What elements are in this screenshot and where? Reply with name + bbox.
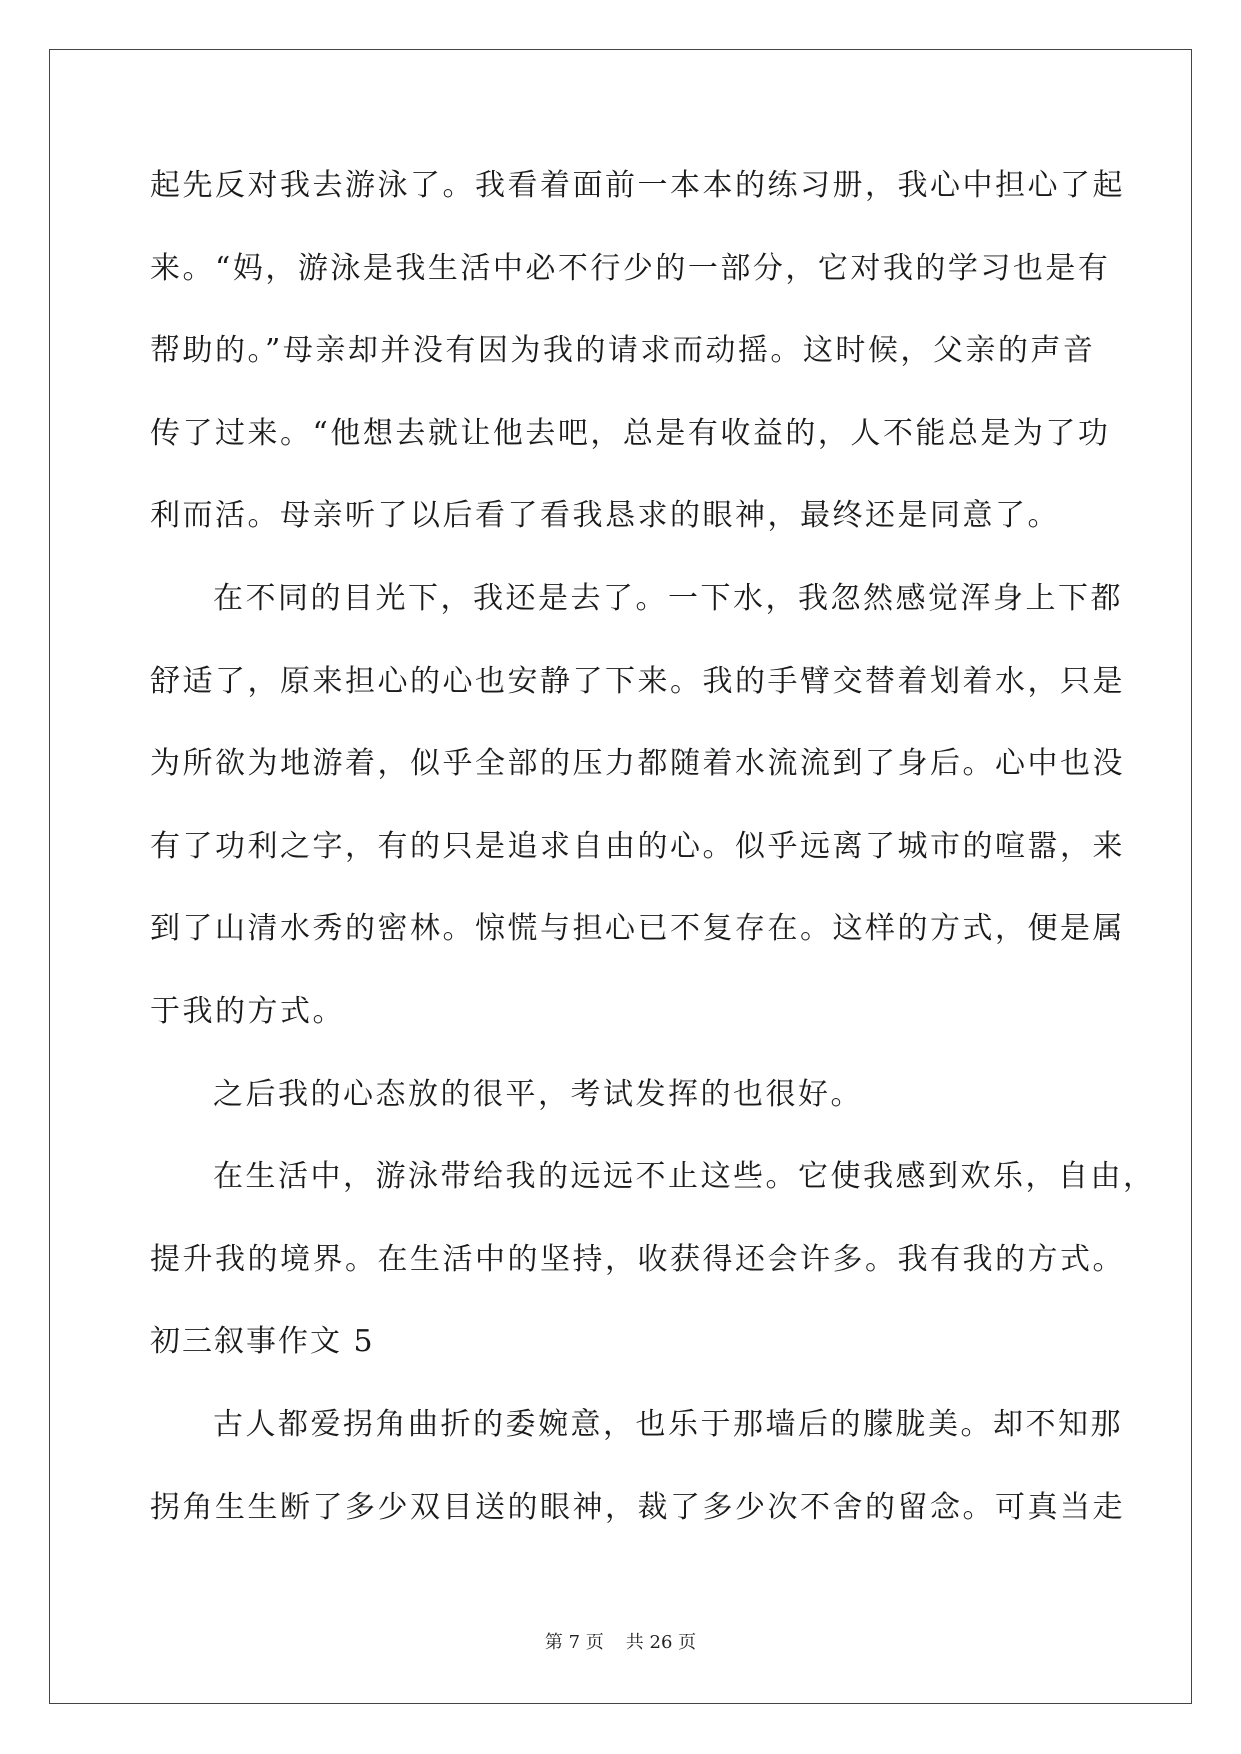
paragraph-start-line: 之后我的心态放的很平，考试发挥的也很好。: [213, 1076, 863, 1112]
page-total: 共 26 页: [625, 1632, 697, 1653]
text-line: 到了山清水秀的密林。惊慌与担心已不复存在。这样的方式，便是属: [150, 911, 1125, 947]
page-number: 第 7 页: [544, 1632, 604, 1653]
text-line: 拐角生生断了多少双目送的眼神，裁了多少次不舍的留念。可真当走: [150, 1489, 1125, 1525]
text-line: 帮助的。”母亲却并没有因为我的请求而动摇。这时候，父亲的声音: [150, 333, 1096, 369]
text-line: 有了功利之字，有的只是追求自由的心。似乎远离了城市的喧嚣，来: [150, 828, 1125, 864]
text-line: 为所欲为地游着，似乎全部的压力都随着水流流到了身后。心中也没: [150, 746, 1125, 782]
text-line: 起先反对我去游泳了。我看着面前一本本的练习册，我心中担心了起: [150, 168, 1125, 203]
document-body: [150, 161, 1156, 1565]
paragraph-start-line: 古人都爱拐角曲折的委婉意，也乐于那墙后的朦胧美。却不知那: [213, 1406, 1123, 1442]
paragraph-start-line: 在生活中，游泳带给我的远远不止这些。它使我感到欢乐，自由，: [213, 1159, 1156, 1195]
text-line: 提升我的境界。在生活中的坚持，收获得还会许多。我有我的方式。: [150, 1241, 1125, 1277]
page-footer: [0, 1628, 1241, 1654]
section-heading: 初三叙事作文 5: [150, 1324, 375, 1360]
paragraph-start-line: 在不同的目光下，我还是去了。一下水，我忽然感觉浑身上下都: [213, 580, 1123, 616]
text-line: 传了过来。“他想去就让他去吧，总是有收益的，人不能总是为了功: [150, 415, 1111, 451]
text-line: 来。“妈，游泳是我生活中必不行少的一部分，它对我的学习也是有: [150, 250, 1111, 286]
text-line: 利而活。母亲听了以后看了看我恳求的眼神，最终还是同意了。: [150, 498, 1060, 534]
text-line: 舒适了，原来担心的心也安静了下来。我的手臂交替着划着水，只是: [150, 663, 1125, 699]
text-line: 于我的方式。: [150, 993, 345, 1029]
